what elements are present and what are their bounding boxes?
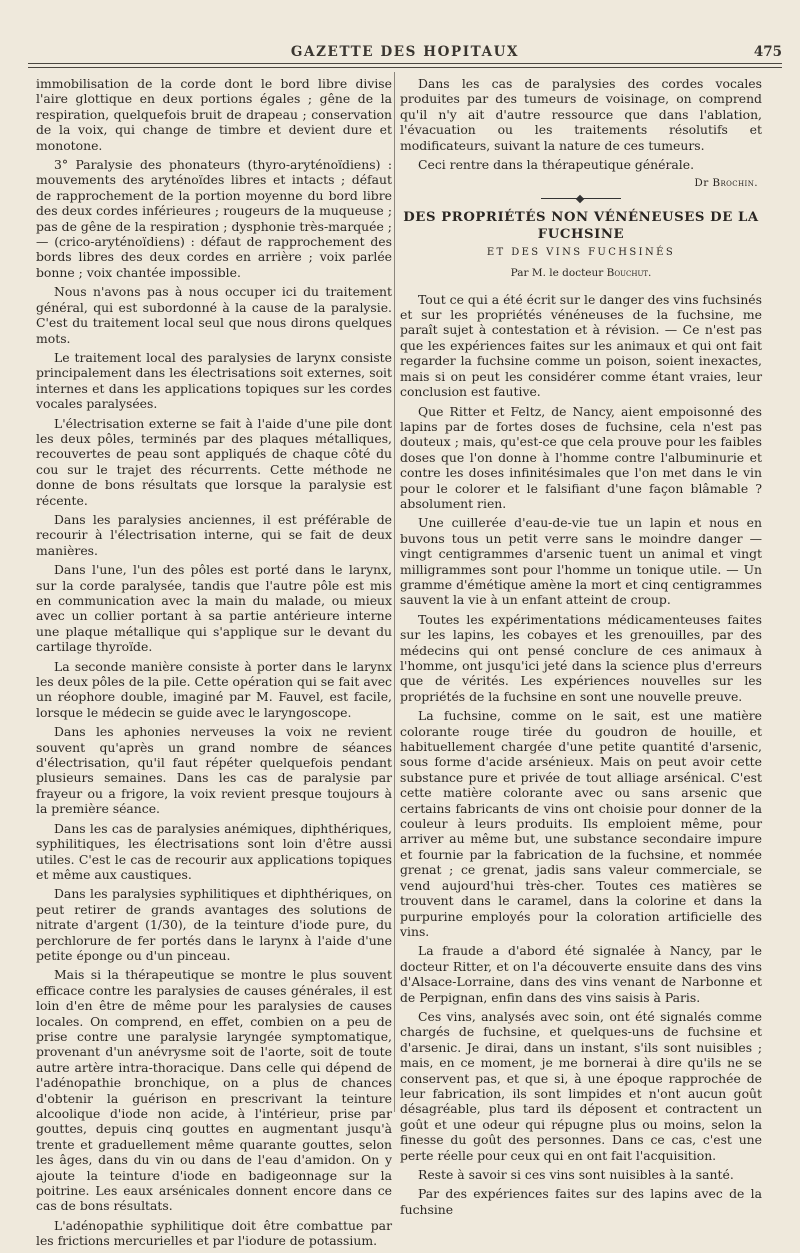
paragraph: Dans l'une, l'un des pôles est porté dans le larynx, sur la corde paralysée, tandis que l'autre pôle est mis en communication avec la main du malade, ou mieux avec un collier portant à sa partie antérieure interne une plaque métallique qui s'applique sur le devant du cartilage thyroïde. [36, 562, 392, 655]
paragraph: La seconde manière consiste à porter dans le larynx les deux pôles de la pile. Cette opération qui se fait avec un réophore double, imaginé par M. Fauvel, est facile, lorsque le médecin se guide avec le laryngoscope. [36, 658, 392, 720]
paragraph: Que Ritter et Feltz, de Nancy, aient empoisonné des lapins par de fortes doses de fuchsine, cela n'est pas douteux ; mais, qu'est-ce que cela prouve pour les faibles doses que l'on donne à l'homme contre l'albuminurie et contre les doses infinitésimales que l'on met dans le vin pour le colorer et le falsifiant d'une façon blâmable ? absolument rien. [400, 403, 762, 511]
section-separator [541, 198, 621, 199]
paragraph: L'adénopathie syphilitique doit être combattue par les frictions mercurielles et par l'iodure de potassium. [36, 1217, 392, 1249]
paragraph: Mais si la thérapeutique se montre le plus souvent efficace contre les paralysies de causes générales, il est loin d'en être de même pour les paralysies de causes locales. On comprend, en effet, combien on a peu de prise contre une paralysie laryngée symptomatique, provenant d'un anévrysme soit de l'aorte, soit de toute autre artère intra-thoracique. Dans celle qui dépend de l'adénopathie bronchique, on a plus de chances d'obtenir la guérison en prescrivant la teinture alcoolique d'iode non acide, à l'intérieur, prise par gouttes, depuis cinq gouttes en augmentant jusqu'à trente et graduellement même quarante gouttes, selon les âges, dans du vin ou dans de l'eau d'amidon. On y ajoute la teinture d'iode en badigeonnage sur la poitrine. Les eaux arsénicales donnent encore dans ce cas de bons résultats. [36, 967, 392, 1214]
paragraph: immobilisation de la corde dont le bord libre divise l'aire glottique en deux portions égales ; gêne de la respiration, quelquefois bruit de drapeau ; conservation de la voix, qui change de timbre et devient dure et monotone. [36, 76, 392, 153]
paragraph: Une cuillerée d'eau-de-vie tue un lapin et nous en buvons tous un petit verre sans le moindre danger — vingt centigrammes d'arsenic tuent un animal et vingt milligrammes sont pour l'homme un tonique utile. — Un gramme d'émétique amène la mort et cinq centigrammes sauvent la vie à un enfant atteint de croup. [400, 515, 762, 608]
paragraph: Dans les cas de paralysies anémiques, diphthériques, syphilitiques, les électrisations sont loin d'être aussi utiles. C'est le cas de recourir aux applications topiques et même aux caustiques. [36, 820, 392, 882]
paragraph: Dans les aphonies nerveuses la voix ne revient souvent qu'après un grand nombre de séances d'électrisation, qu'il faut répéter quelquefois pendant plusieurs semaines. Dans les cas de paralysie par frayeur ou a frigore, la voix revient presque toujours à la première séance. [36, 724, 392, 817]
paragraph: Toutes les expérimentations médicamenteuses faites sur les lapins, les cobayes et les grenouilles, par des médecins qui ont pensé conclure de ces animaux à l'homme, ont jusqu'ici jeté dans la science plus d'erreurs que de vérités. Les expériences nouvelles sur les propriétés de la fuchsine en sont une nouvelle preuve. [400, 611, 762, 704]
paragraph: Ces vins, analysés avec soin, ont été signalés comme chargés de fuchsine, et quelques-uns de fuchsine et d'arsenic. Je dirai, dans un instant, s'ils sont nuisibles ; mais, en ce moment, je me bornerai à dire qu'ils ne se conservent pas, et que si, à une époque rapprochée de leur fabrication, ils sont limpides et n'ont aucun goût désagréable, plus tard ils déposent et contractent un goût et une odeur qui répugne plus ou moins, selon la finesse du goût des personnes. Dans ce cas, c'est une perte réelle pour ceux qui en ont fait l'acquisition. [400, 1008, 762, 1163]
paragraph: Dans les paralysies syphilitiques et diphthériques, on peut retirer de grands avantages des solutions de nitrate d'argent (1/30), de la teinture d'iode pure, du perchlorure de fer portés dans le larynx à l'aide d'une petite éponge ou d'un pinceau. [36, 886, 392, 963]
signature [400, 176, 758, 191]
paragraph: Dans les cas de paralysies des cordes vocales produites par des tumeurs de voisinage, on comprend qu'il n'y ait d'autre ressource que dans l'ablation, l'évacuation ou les traitements résolutifs et modificateurs, suivant la nature de ces tumeurs. [400, 76, 762, 153]
author-prefix: Par M. le docteur [510, 267, 604, 280]
paragraph: Tout ce qui a été écrit sur le danger des vins fuchsinés et sur les propriétés vénéneuses de la fuchsine, me paraît sujet à contestation et à révision. — Ce n'est pas que les expériences faites sur les animaux et qui ont fait regarder la fuchsine comme un poison, soient inexactes, mais si on peut les considérer comme étant vraies, leur conclusion est fautive. [400, 291, 762, 400]
article-title: DES PROPRIÉTÉS NON VÉNÉNEUSES DE LA FUCHSINE [403, 209, 759, 242]
article-subtitle: ET DES VINS FUCHSINÉS [486, 246, 676, 258]
signature-prefix: Dr [694, 177, 709, 190]
paragraph: Par des expériences faites sur des lapins avec de la fuchsine [400, 1186, 762, 1217]
article-author [400, 266, 762, 281]
paragraph: La fuchsine, comme on le sait, est une matière colorante rouge tirée du goudron de houille, et habituellement chargée d'une petite quantité d'arsenic, sous forme d'acide arsénieux. Mais on peut avoir cette substance pure et privée de tout alliage arsénical. C'est cette matière colorante avec ou sans arsenic que certains fabricants de vins ont choisie pour donner de la couleur à leurs produits. Ils emploient même, pour arriver au même but, une substance secondaire impure et fournie par la fabrication de la fuchsine, et nommée grenat ; ce grenat, jadis sans valeur commerciale, se vend aujourd'hui très-cher. Toutes ces matières se trouvent dans le caramel, dans la colorine et dans la purpurine employés pour la coloration artificielle des vins. [400, 708, 762, 939]
paragraph: Ceci rentre dans la thérapeutique générale. [418, 157, 695, 173]
paragraph: Nous n'avons pas à nous occuper ici du traitement général, qui est subordonné à la cause de la paralysie. C'est du traitement local seul que nous dirons quelques mots. [36, 284, 392, 346]
paragraph: 3° Paralysie des phonateurs (thyro-aryténoïdiens) : mouvements des aryténoïdes libres et intacts ; défaut de rapprochement de la portion moyenne du bord libre des deux cordes inférieures ; rougeurs de la muqueuse ; pas de gêne de la respiration ; dysphonie très-marquée ; — (crico-aryténoïdiens) : défaut de rapprochement des bords libres des deux cordes en arrière ; voix parlée bonne ; voix chantée impossible. [36, 157, 392, 280]
running-title: GAZETTE DES HOPITAUX [290, 44, 520, 60]
page-number: 475 [753, 44, 782, 60]
column-divider [394, 72, 395, 1112]
author-name: Bouchut. [606, 267, 652, 280]
paragraph: La fraude a d'abord été signalée à Nancy, par le docteur Ritter, et on l'a découverte ensuite dans des vins d'Alsace-Lorraine, dans des vins venant de Narbonne et de Perpignan, enfin dans des vins saisis à Paris. [400, 943, 762, 1005]
paragraph: L'électrisation externe se fait à l'aide d'une pile dont les deux pôles, terminés par des plaques métalliques, recouvertes de peau sont appliqués de chaque côté du cou sur le trajet des récurrents. Cette méthode ne donne de bons résultats que lorsque la paralysie est récente. [36, 415, 392, 508]
header-rule-top [28, 63, 782, 64]
page-header [28, 40, 782, 64]
paragraph: Le traitement local des paralysies de larynx consiste principalement dans les électrisations soit externes, soit internes et dans les applications topiques sur les cordes vocales paralysées. [36, 349, 392, 412]
paragraph: Dans les paralysies anciennes, il est préférable de recourir à l'électrisation interne, qui se fait de deux manières. [36, 511, 392, 558]
header-rule-bottom [28, 67, 782, 68]
signature-name: Brochin. [712, 177, 758, 190]
paragraph: Reste à savoir si ces vins sont nuisibles à la santé. [418, 1167, 734, 1182]
left-column [36, 76, 392, 1253]
right-column [400, 76, 762, 1221]
